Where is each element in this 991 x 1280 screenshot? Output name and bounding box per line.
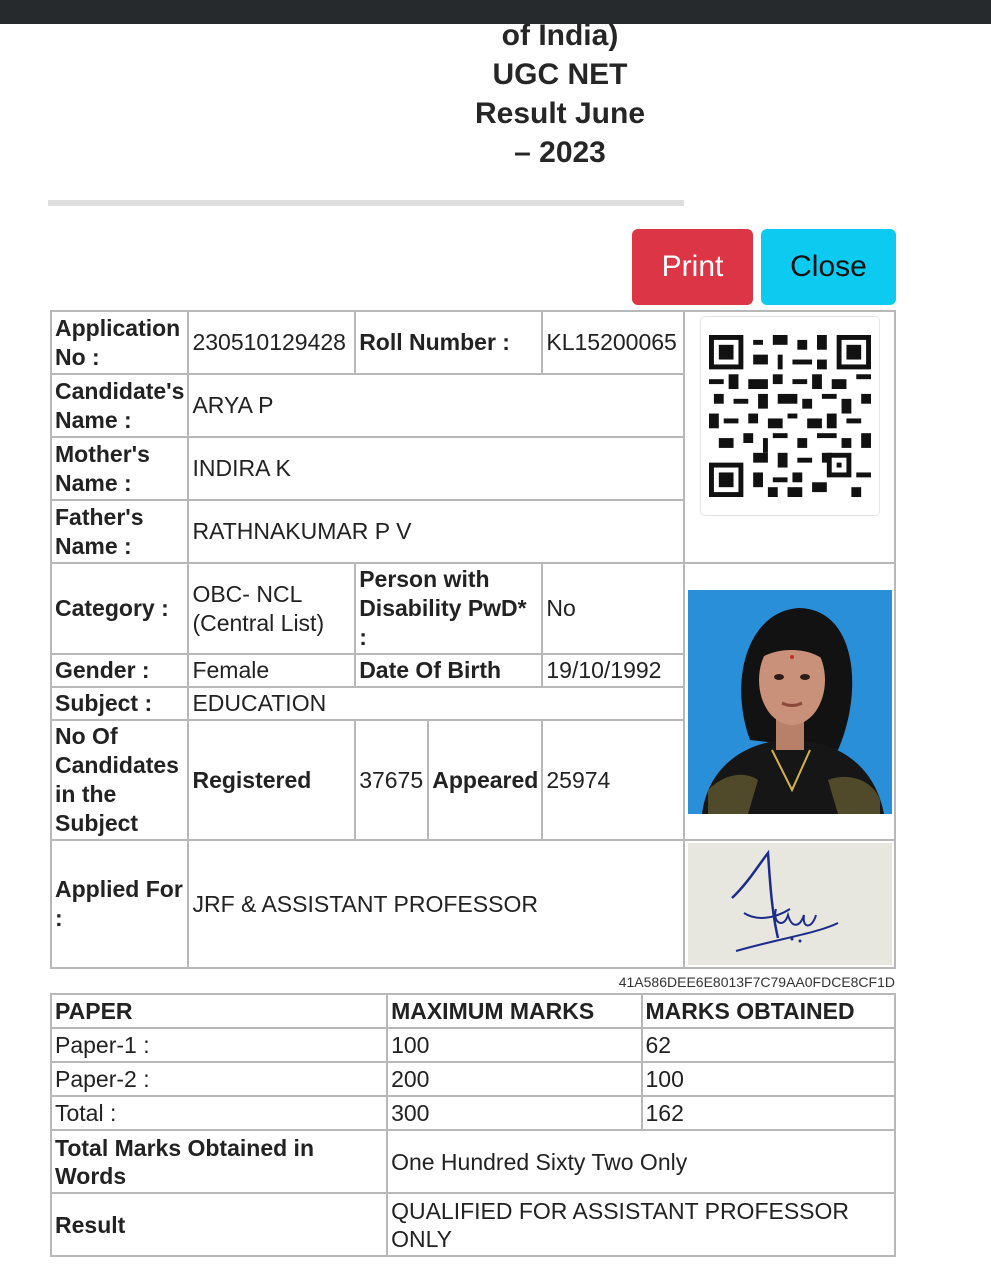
registered-label: Registered	[188, 720, 355, 840]
page-title	[455, 16, 665, 172]
result-label: Result	[51, 1193, 387, 1256]
total-in-words-label: Total Marks Obtained in Words	[51, 1130, 387, 1193]
qr-cell	[684, 311, 895, 563]
candidate-signature	[688, 843, 892, 965]
subject-value: EDUCATION	[188, 687, 684, 720]
title-line: – 2023	[514, 136, 606, 169]
category-label: Category :	[51, 563, 188, 654]
gender-value: Female	[188, 654, 355, 687]
max-marks: 100	[387, 1028, 641, 1062]
close-button[interactable]: Close	[761, 229, 896, 305]
marks-header: MARKS OBTAINED	[642, 994, 896, 1028]
marks-header: PAPER	[51, 994, 387, 1028]
pwd-value: No	[542, 563, 684, 654]
dob-value: 19/10/1992	[542, 654, 684, 687]
dob-label: Date Of Birth	[355, 654, 542, 687]
candidate-name-label: Candidate's Name :	[51, 374, 188, 437]
applied-for-value: JRF & ASSISTANT PROFESSOR	[188, 840, 684, 968]
subject-label: Subject :	[51, 687, 188, 720]
application-no-value: 230510129428	[188, 311, 355, 374]
title-line: UGC NET	[492, 58, 628, 91]
marks-obtained: 100	[642, 1062, 896, 1096]
marks-obtained: 162	[642, 1096, 896, 1130]
appeared-value: 25974	[542, 720, 684, 840]
marks-header: MAXIMUM MARKS	[387, 994, 641, 1028]
category-value: OBC- NCL (Central List)	[188, 563, 355, 654]
candidate-name-value: ARYA P	[188, 374, 684, 437]
title-line: Result June	[474, 97, 646, 130]
gender-label: Gender :	[51, 654, 188, 687]
document-hash: 41A586DEE6E8013F7C79AA0FDCE8CF1D	[618, 974, 895, 990]
title-line: of India)	[501, 19, 619, 52]
table-row	[51, 1096, 895, 1130]
appeared-label: Appeared	[428, 720, 542, 840]
paper-name: Total :	[51, 1096, 387, 1130]
candidate-photo	[688, 590, 892, 814]
print-button[interactable]: Print	[632, 229, 753, 305]
roll-number-value: KL15200065	[542, 311, 684, 374]
signature-cell	[684, 840, 895, 968]
qr-code-graphic	[709, 335, 871, 497]
qr-code-icon	[700, 316, 880, 516]
max-marks: 300	[387, 1096, 641, 1130]
total-in-words-value: One Hundred Sixty Two Only	[387, 1130, 895, 1193]
registered-value: 37675	[355, 720, 428, 840]
father-name-label: Father's Name :	[51, 500, 188, 563]
pwd-label: Person with Disability PwD* :	[355, 563, 542, 654]
table-row	[51, 1062, 895, 1096]
marks-obtained: 62	[642, 1028, 896, 1062]
table-row	[51, 1028, 895, 1062]
roll-number-label: Roll Number :	[355, 311, 542, 374]
applied-for-label: Applied For :	[51, 840, 188, 968]
photo-cell	[684, 563, 895, 840]
mother-name-value: INDIRA K	[188, 437, 684, 500]
paper-name: Paper-1 :	[51, 1028, 387, 1062]
application-no-label: Application No :	[51, 311, 188, 374]
max-marks: 200	[387, 1062, 641, 1096]
divider	[48, 200, 684, 206]
marks-table	[50, 993, 896, 1257]
paper-name: Paper-2 :	[51, 1062, 387, 1096]
mother-name-label: Mother's Name :	[51, 437, 188, 500]
father-name-value: RATHNAKUMAR P V	[188, 500, 684, 563]
result-value: QUALIFIED FOR ASSISTANT PROFESSOR ONLY	[387, 1193, 895, 1256]
candidates-count-label: No Of Candidates in the Subject	[51, 720, 188, 840]
candidate-info-table	[50, 310, 896, 969]
